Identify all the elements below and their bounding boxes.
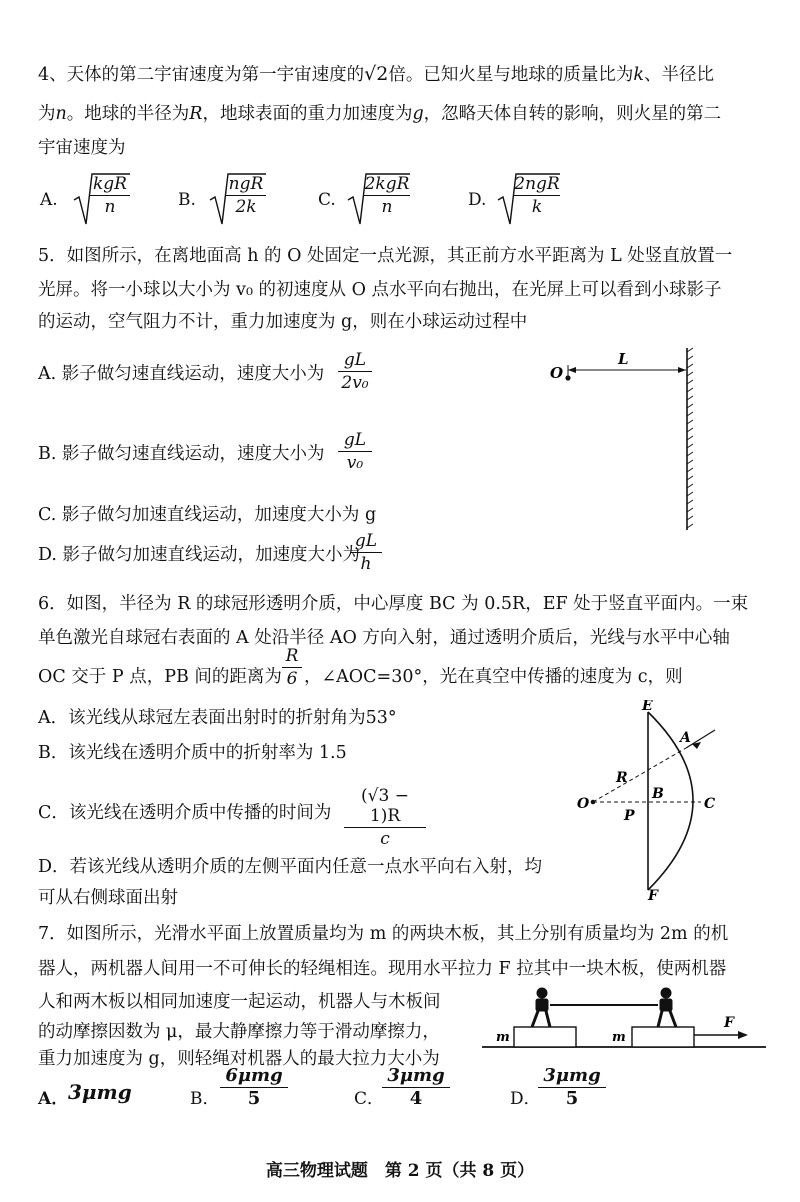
q5-option-c: C. 影子做匀加速直线运动，加速度大小为 g bbox=[38, 505, 377, 525]
center-point-O bbox=[591, 800, 596, 805]
robot-left bbox=[532, 988, 550, 1027]
q6-line2: 单色激光自球冠右表面的 A 处沿半径 AO 方向入射，通过透明介质后，光线与水平中心轴 bbox=[38, 628, 730, 648]
q5-figure bbox=[540, 340, 710, 540]
q4-option-a-label: A. bbox=[40, 190, 58, 210]
q4-line1: 4、天体的第二宇宙速度为第一宇宙速度的√2倍。已知火星与地球的质量比为k、半径比 bbox=[38, 63, 714, 85]
board-left bbox=[514, 1027, 576, 1047]
q4-line3: 宇宙速度为 bbox=[38, 138, 126, 158]
label-O: O bbox=[577, 796, 590, 812]
q4-option-d-label: D. bbox=[468, 190, 487, 210]
q5-option-d-fraction: gL h bbox=[350, 531, 382, 574]
label-O: O bbox=[550, 364, 564, 382]
q7-option-d-fraction: 3μmg 5 bbox=[538, 1066, 606, 1109]
label-F: F bbox=[648, 888, 658, 900]
label-C: C bbox=[704, 796, 716, 812]
q5-option-a-fraction: gL 2v₀ bbox=[338, 350, 372, 393]
q5-option-b-fraction: gL v₀ bbox=[338, 430, 372, 473]
q6-option-d-line2: 可从右侧球面出射 bbox=[38, 888, 178, 908]
label-F: F bbox=[724, 1015, 734, 1031]
q7-option-d-label: D． bbox=[510, 1089, 541, 1109]
label-m-right: m bbox=[612, 1030, 626, 1045]
board-right bbox=[632, 1027, 694, 1047]
q7-option-c-fraction: 3μmg 4 bbox=[382, 1066, 450, 1109]
q5-option-a: A. 影子做匀速直线运动，速度大小为 bbox=[38, 364, 325, 384]
arrow-right-icon bbox=[678, 367, 686, 373]
label-m-left: m bbox=[496, 1030, 510, 1045]
q7-option-a-value: 3μmg bbox=[68, 1080, 132, 1104]
q5-line1: 5．如图所示，在离地面高 h 的 O 处固定一点光源，其正前方水平距离为 L 处竖直放置一 bbox=[38, 246, 733, 266]
q7-option-c-label: C． bbox=[354, 1089, 385, 1109]
arrow-left-icon bbox=[568, 367, 576, 373]
label-L: L bbox=[618, 350, 629, 368]
label-A: A bbox=[680, 730, 691, 746]
q4-option-a-fraction: kgR n bbox=[90, 174, 130, 217]
q4-option-b-label: B. bbox=[178, 190, 196, 210]
q4-option-c-label: C. bbox=[318, 190, 336, 210]
page-footer: 高三物理试题 第 2 页（共 8 页） bbox=[265, 1161, 535, 1181]
q6-line3b: ，∠AOC=30°，光在真空中传播的速度为 c，则 bbox=[304, 667, 683, 687]
q7-line5: 重力加速度为 g，则轻绳对机器人的最大拉力大小为 bbox=[38, 1049, 440, 1069]
q6-line1: 6．如图，半径为 R 的球冠形透明介质，中心厚度 BC 为 0.5R，EF 处于竖直平面内。一束 bbox=[38, 594, 749, 614]
q4-option-b-fraction: ngR 2k bbox=[226, 174, 266, 217]
q6-option-d-line1: D．若该光线从透明介质的左侧平面内任意一点水平向右入射，均 bbox=[38, 857, 543, 877]
label-B: B bbox=[652, 786, 664, 802]
q6-figure bbox=[570, 700, 730, 900]
q6-line3-fraction: R 6 bbox=[282, 646, 302, 689]
q4-option-d-fraction: 2ngR k bbox=[514, 174, 560, 217]
q6-option-b: B．该光线在透明介质中的折射率为 1.5 bbox=[38, 743, 347, 763]
q7-option-b-label: B． bbox=[190, 1089, 220, 1109]
robot-right bbox=[658, 988, 676, 1027]
q7-option-b-fraction: 6μmg 5 bbox=[220, 1066, 288, 1109]
q4-option-c-fraction: 2kgR n bbox=[364, 174, 410, 217]
q5-option-b: B. 影子做匀速直线运动，速度大小为 bbox=[38, 444, 325, 464]
screen-hatching bbox=[687, 348, 693, 528]
label-R: R bbox=[616, 770, 628, 786]
radius-OA bbox=[593, 748, 686, 802]
q6-option-c: C．该光线在透明介质中传播的时间为 bbox=[38, 803, 332, 823]
q4-line2: 为n。地球的半径为R，地球表面的重力加速度为g，忽略天体自转的影响，则火星的第二 bbox=[38, 104, 722, 124]
q5-line3: 的运动，空气阻力不计，重力加速度为 g，则在小球运动过程中 bbox=[38, 312, 528, 332]
label-E: E bbox=[642, 700, 653, 714]
q7-line2: 器人，两机器人间用一不可伸长的轻绳相连。现用水平拉力 F 拉其中一块木板，使两机器 bbox=[38, 959, 727, 979]
q5-option-d: D. 影子做匀加速直线运动，加速度大小为 bbox=[38, 545, 361, 565]
q6-option-a: A．该光线从球冠左表面出射时的折射角为53° bbox=[38, 708, 397, 728]
q7-line4: 的动摩擦因数为 μ，最大静摩擦力等于滑动摩擦力， bbox=[38, 1022, 440, 1042]
q6-line3a: OC 交于 P 点，PB 间的距离为 bbox=[38, 667, 282, 687]
q7-line3: 人和两木板以相同加速度一起运动，机器人与木板间 bbox=[38, 992, 441, 1012]
q7-figure bbox=[478, 985, 770, 1057]
q7-line1: 7．如图所示，光滑水平面上放置质量均为 m 的两块木板，其上分别有质量均为 2m 的机 bbox=[38, 924, 729, 944]
q7-option-a-label: A． bbox=[38, 1089, 69, 1109]
force-arrow-icon bbox=[738, 1031, 748, 1039]
q5-line2: 光屏。将一小球以大小为 v₀ 的初速度从 O 点水平向右抛出，在光屏上可以看到小球影子 bbox=[38, 280, 722, 300]
label-P: P bbox=[624, 808, 635, 824]
q6-option-c-fraction: (√3 − 1)R c bbox=[344, 786, 426, 849]
